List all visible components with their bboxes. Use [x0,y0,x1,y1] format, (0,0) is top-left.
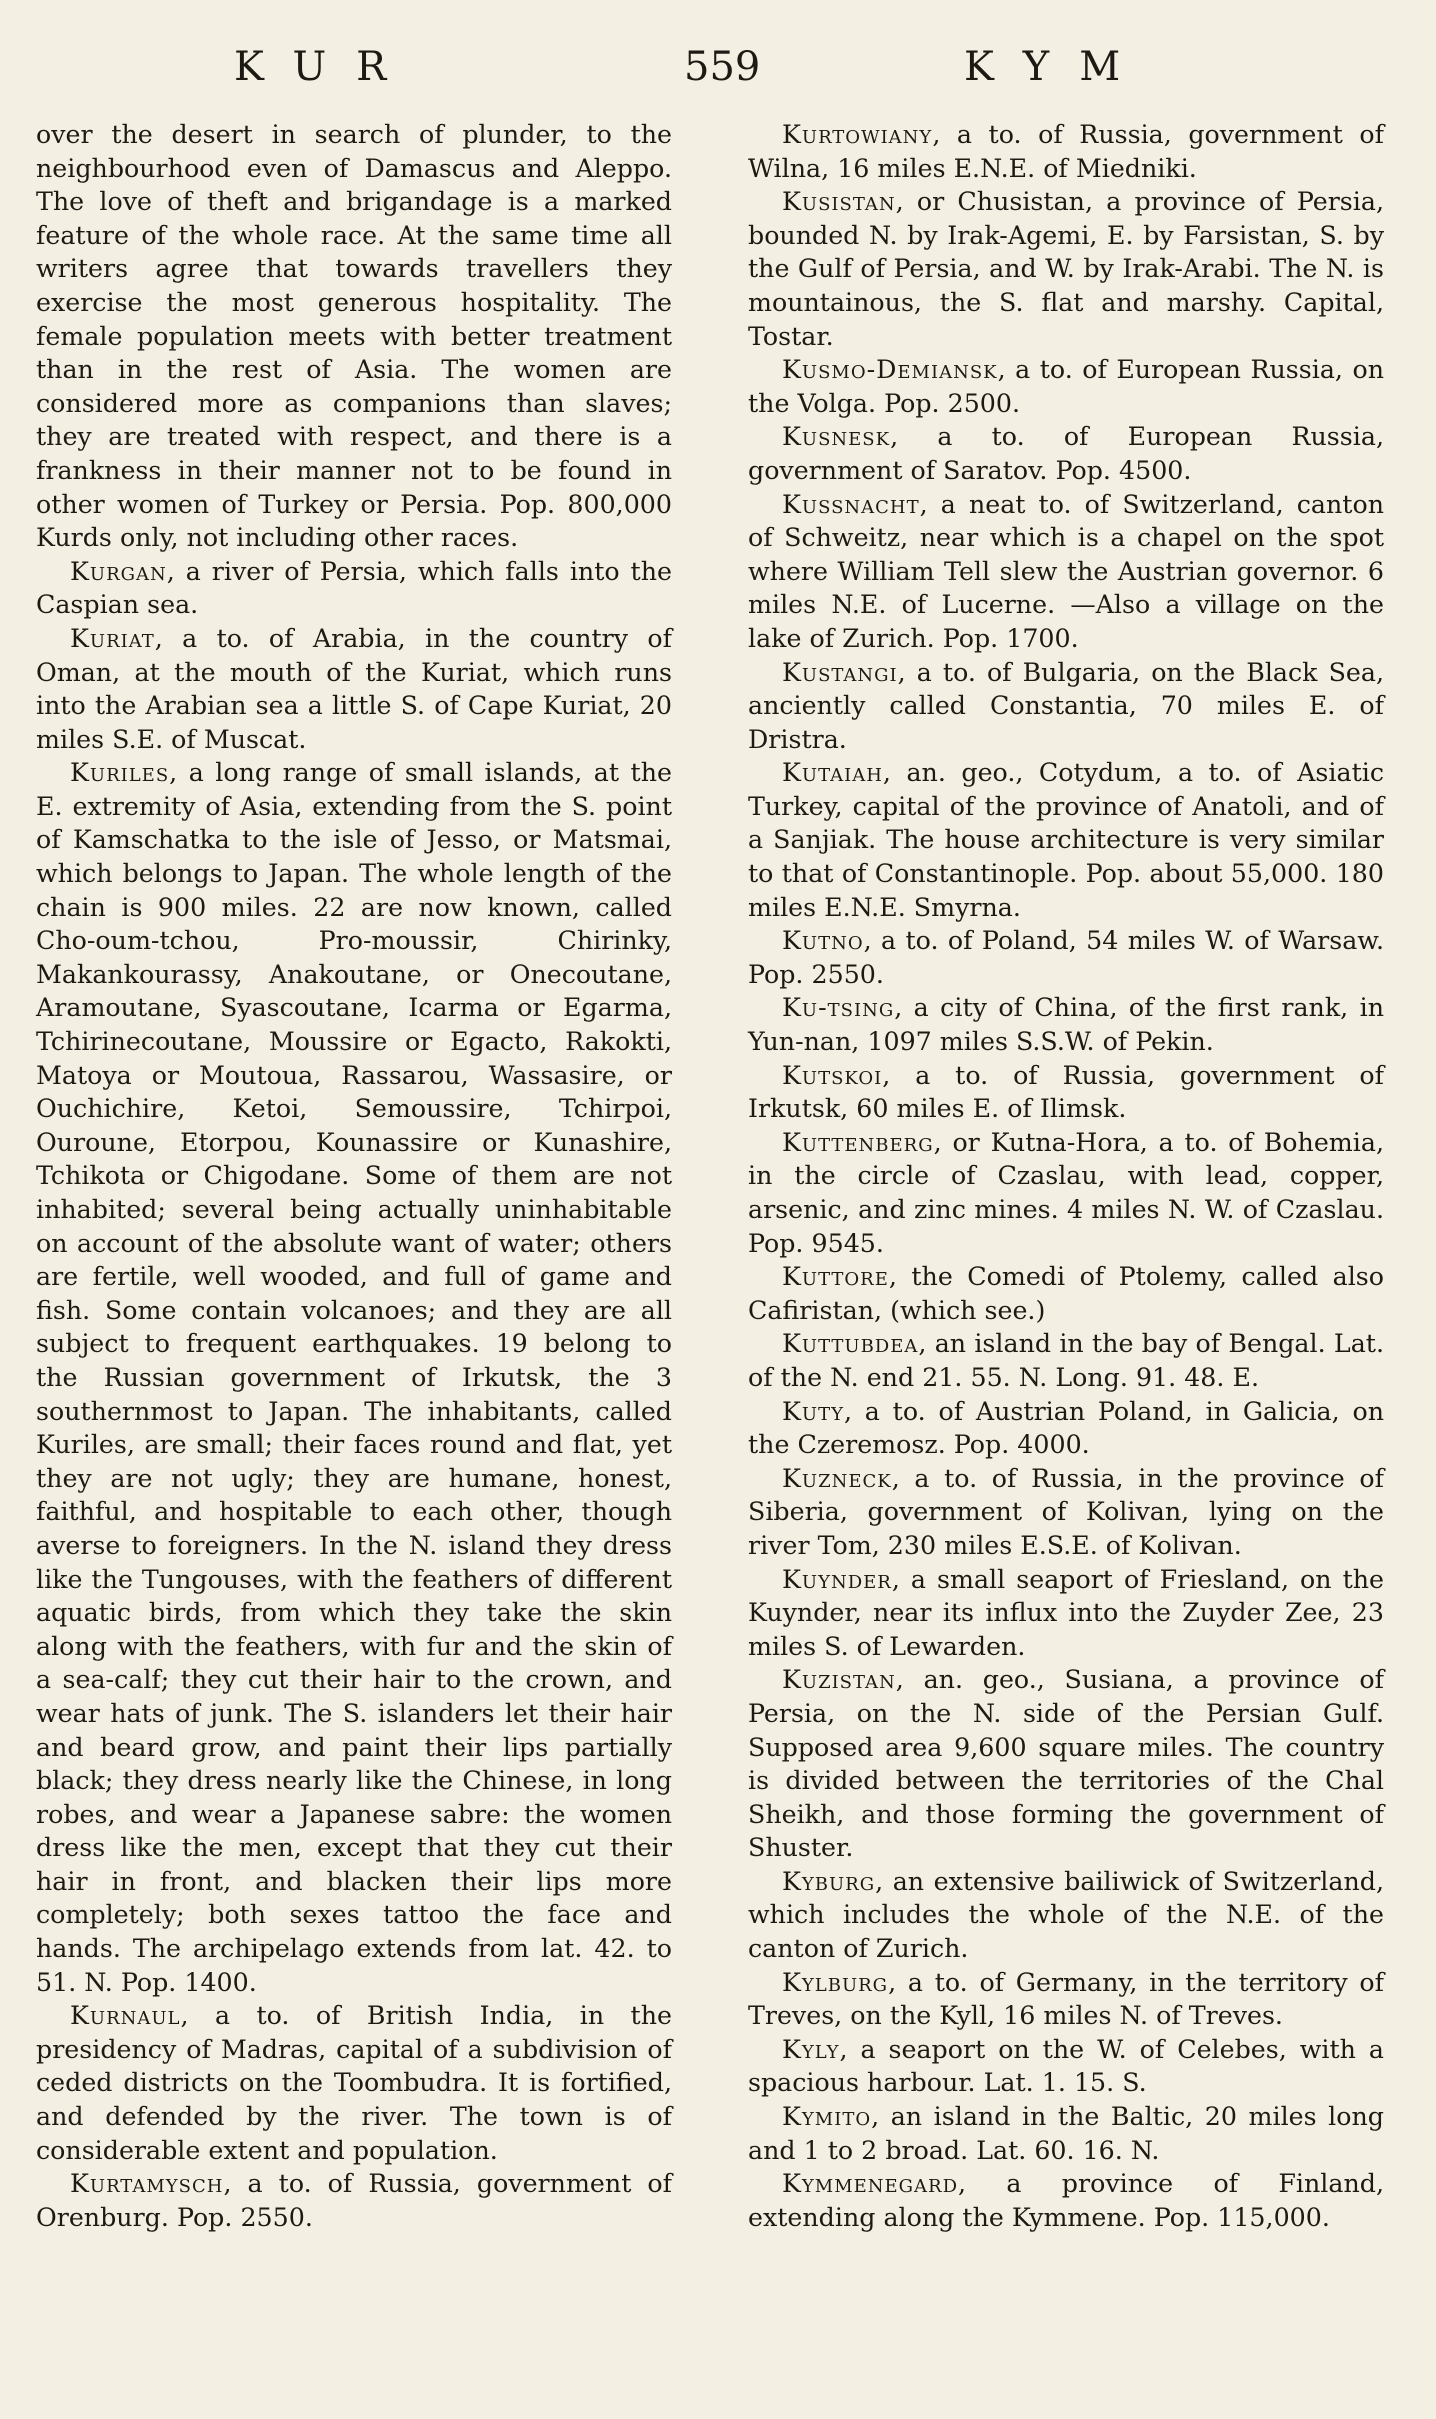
gazetteer-entry [748,1126,1384,1260]
entry-text: , an. geo., Cotydum, a to. of Asiatic Turkey, capital of the province of Anatoli, and of a Sanjiak. The house architecture is very similar to that of Constantinople. Pop. about 55,000. 180 miles E.N.E. Smyrna. [748,758,1384,922]
entry-headword: Kurtamysch [70,2169,224,2199]
entry-text: , an island in the Baltic, 20 miles long and 1 to 2 broad. Lat. 60. 16. N. [748,2102,1384,2165]
gazetteer-entry [748,656,1384,757]
gazetteer-entry [748,488,1384,656]
entry-text: , a to. of Germany, in the territory of Treves, on the Kyll, 16 miles N. of Treves. [748,1967,1384,2031]
entry-text: , an extensive bailiwick of Switzerland, which includes the whole of the N.E. of the canton of Zurich. [748,1866,1384,1964]
entry-text: , a long range of small islands, at the E. extremity of Asia, extending from the S. point of Kamschatka to the isle of Jesso, or Matsmai, which belongs to Japan. The whole length of the chain is 900 miles. 22 are now known, called Cho-oum-tchou, Pro-moussir, Chirinky, Makankourassy, Anakoutane, or Onecoutane, Aramoutane, Syascoutane, Icarma or Egarma, Tchirinecoutane, Moussire or Egacto, Rakokti, Matoya or Moutoua, Rassarou, Wassasire, or Ouchichire, Ketoi, Semoussire, Tchirpoi, Ouroune, Etorpou, Kounassire or Kunashire, Tchikota or Chigodane. Some of them are not inhabited; several being actually uninhabitable on account of the absolute want of water; others are fertile, well wooded, and full of game and fish. Some contain volcanoes; and they are all subject to frequent earthquakes. 19 belong to the Russian government of Irkutsk, the 3 southernmost to Japan. The inhabitants, called Kuriles, are small; their faces round and flat, yet they are not ugly; they are humane, honest, faithful, and hospitable to each other, though averse to foreigners. In the N. island they dress like the Tungouses, with the feathers of different aquatic birds, from which they take the skin along with the feathers, with fur and the skin of a sea-calf; they cut their hair to the crown, and wear hats of junk. The S. islanders let their hair and beard grow, and paint their lips partially black; they dress nearly like the Chinese, in long robes, and wear a Japanese sabre: the women dress like the men, except that they cut their hair in front, and blacken their lips more completely; both sexes tattoo the face and hands. The archipelago extends from lat. 42. to 51. N. Pop. 1400. [36,758,672,1997]
gazetteer-entry [748,991,1384,1058]
entry-headword: Kurtowiany [782,120,933,149]
entry-text: , a river of Persia, which falls into the Caspian sea. [36,556,672,620]
entry-headword: Kusistan [782,187,896,217]
entry-headword: Kuriat [70,623,155,653]
entry-text: , a to. of Austrian Poland, in Galicia, on the Czeremosz. Pop. 4000. [748,1396,1384,1460]
entry-text: , a seaport on the W. of Celebes, with a spacious harbour. Lat. 1. 15. S. [748,2034,1384,2098]
entry-text: over the desert in search of plunder, to the neighbourhood even of Damascus and Aleppo. The love of theft and brigandage is a marked feature of the whole race. At the same time all writers agree that towards travellers they exercise the most generous hospitality. The female population meets with better treatment than in the rest of Asia. The women are considered more as companions than slaves; they are treated with respect, and there is a frankness in their manner not to be found in other women of Turkey or Persia. Pop. 800,000 Kurds only, not including other races. [36,120,672,553]
entry-text: , a city of China, of the first rank, in Yun-nan, 1097 miles S.S.W. of Pekin. [748,993,1384,1057]
entry-text: , a to. of European Russia, on the Volga. Pop. 2500. [748,355,1384,418]
gazetteer-entry [748,1327,1384,1394]
entry-headword: Kuzneck [782,1463,892,1493]
gazetteer-entry [748,756,1384,924]
right-column [748,118,1384,2234]
gazetteer-entry [748,1059,1384,1126]
gazetteer-entry [36,756,672,1999]
entry-headword: Kustangi [782,657,898,687]
entry-headword: Kurnaul [70,2001,181,2031]
entry-text: , a to. of British India, in the presidency of Madras, capital of a subdivision of ceded districts on the Toombudra. It is fortified, and defended by the river. The town is of considerable extent and population. [36,2001,672,2165]
header-right-guideword: KYM [964,44,1151,90]
entry-text: , a to. of Arabia, in the country of Oman, at the mouth of the Kuriat, which runs into the Arabian sea a little S. of Cape Kuriat, 20 miles S.E. of Muscat. [36,623,672,754]
entry-text: , a neat to. of Switzerland, canton of Schweitz, near which is a chapel on the spot where William Tell slew the Austrian governor. 6 miles N.E. of Lucerne. —Also a village on the lake of Zurich. Pop. 1700. [748,489,1384,653]
gazetteer-entry [748,1260,1384,1327]
gazetteer-entry [748,420,1384,487]
entry-headword: Kuttubdea [782,1329,919,1359]
entry-headword: Kylburg [782,1967,889,1997]
gazetteer-entry [36,555,672,622]
entry-text: , or Chusistan, a province of Persia, bounded N. by Irak-Agemi, E. by Farsistan, S. by the Gulf of Persia, and W. by Irak-Arabi. The N. is mountainous, the S. flat and marshy. Capital, Tostar. [748,187,1384,351]
gazetteer-entry [748,2167,1384,2234]
gazetteer-entry [748,2100,1384,2167]
entry-text: , a small seaport of Friesland, on the Kuynder, near its influx into the Zuyder Zee, 23 miles S. of Lewarden. [748,1564,1384,1661]
entry-headword: Kusmo-Demiansk [782,355,998,385]
entry-headword: Kussnacht [782,489,920,519]
entry-headword: Kuzistan [782,1665,896,1695]
entry-headword: Kuttore [782,1262,889,1292]
entry-headword: Kuttenberg [782,1127,934,1157]
gazetteer-entry [748,1395,1384,1462]
running-header [36,40,1384,90]
entry-headword: Kyly [782,2034,840,2064]
entry-text: , a to. of Poland, 54 miles W. of Warsaw. Pop. 2550. [748,926,1384,989]
entry-text: , a province of Finland, extending along the Kymmene. Pop. 115,000. [748,2169,1384,2232]
entry-text: , a to. of Russia, government of Irkutsk, 60 miles E. of Ilimsk. [748,1060,1384,1124]
entry-headword: Kurgan [70,556,167,586]
entry-headword: Kuriles [70,758,170,788]
gazetteer-entry [748,118,1384,185]
gazetteer-entry [748,1865,1384,1966]
gazetteer-entry [748,1663,1384,1865]
text-columns [36,118,1384,2234]
entry-text: , or Kutna-Hora, a to. of Bohemia, in the circle of Czaslau, with lead, copper, arsenic, and zinc mines. 4 miles N. W. of Czaslau. Pop. 9545. [748,1127,1384,1258]
entry-headword: Kuty [782,1396,844,1426]
entry-text: , the Comedi of Ptolemy, called also Cafiristan, (which see.) [748,1262,1384,1325]
entry-text: , a to. of European Russia, government of Saratov. Pop. 4500. [748,422,1384,485]
entry-text: , a to. of Bulgaria, on the Black Sea, anciently called Constantia, 70 miles E. of Dristra. [748,657,1384,754]
gazetteer-entry [748,2033,1384,2100]
entry-text: , an. geo., Susiana, a province of Persia, on the N. side of the Persian Gulf. Supposed area 9,600 square miles. The country is divided between the territories of the Chal Sheikh, and those forming the government of Shuster. [748,1665,1384,1863]
entry-headword: Ku-tsing [782,993,895,1023]
gazetteer-entry [748,1462,1384,1563]
gazetteer-entry [36,622,672,756]
left-column [36,118,672,2234]
gazetteer-entry [748,1966,1384,2033]
entry-headword: Kyburg [782,1866,876,1896]
entry-text: , an island in the bay of Bengal. Lat. of the N. end 21. 55. N. Long. 91. 48. E. [748,1329,1384,1392]
entry-text: , a to. of Russia, government of Orenburg. Pop. 2550. [36,2169,672,2232]
page-number: 559 [684,44,761,90]
entry-headword: Kusnesk [782,422,891,452]
gazetteer-entry [36,2167,672,2234]
entry-text: , a to. of Russia, in the province of Siberia, government of Kolivan, lying on the river Tom, 230 miles E.S.E. of Kolivan. [748,1463,1384,1560]
entry-headword: Kymmenegard [782,2169,959,2199]
gazetteer-entry [748,353,1384,420]
entry-headword: Kymito [782,2102,872,2132]
gazetteer-entry [36,118,672,555]
header-left-guideword: KUR [234,44,417,90]
gazetteer-entry [748,924,1384,991]
entry-headword: Kutskoi [782,1060,883,1090]
entry-headword: Kuynder [782,1564,892,1594]
gazetteer-entry [36,1999,672,2167]
gazetteer-entry [748,1563,1384,1664]
entry-headword: Kutaiah [782,758,883,788]
gazetteer-entry [748,185,1384,353]
entry-text: , a to. of Russia, government of Wilna, 16 miles E.N.E. of Miedniki. [748,120,1384,183]
entry-headword: Kutno [782,926,864,956]
